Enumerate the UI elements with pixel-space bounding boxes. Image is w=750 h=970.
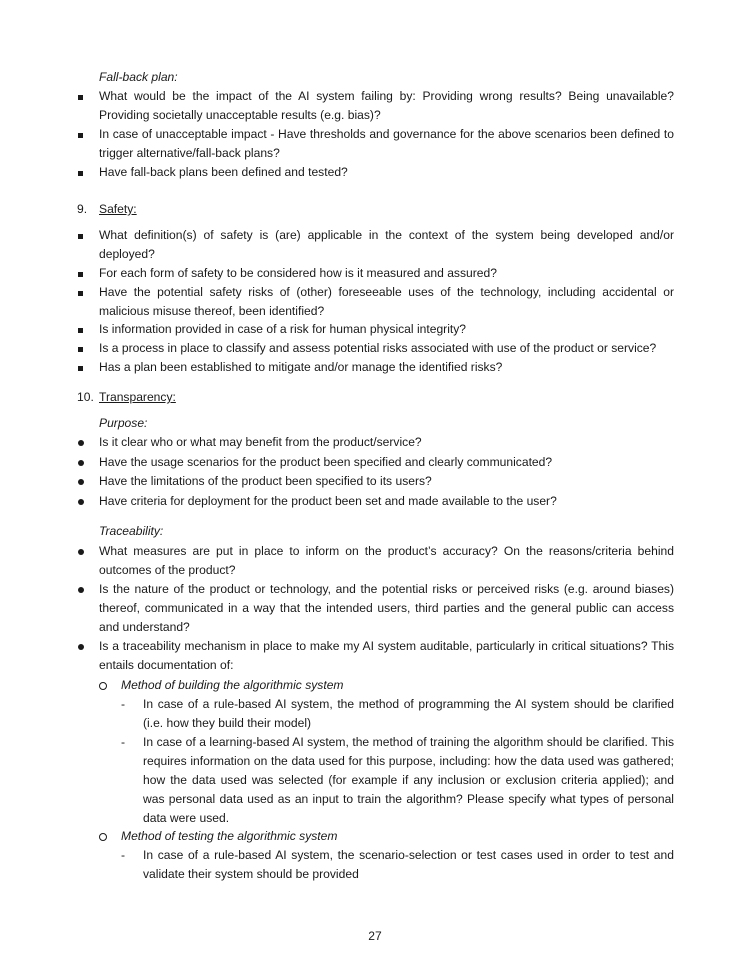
fallback-item: Have fall-back plans been defined and tested? bbox=[77, 163, 674, 182]
safety-item: For each form of safety to be considered how is it measured and assured? bbox=[77, 264, 674, 283]
dash-bullet: - bbox=[121, 697, 126, 711]
section-title: Transparency: bbox=[99, 390, 176, 404]
square-bullet-icon bbox=[77, 264, 99, 283]
section-number: 9. bbox=[77, 202, 88, 216]
hollow-circle-bullet-icon bbox=[99, 676, 121, 696]
method-point: - In case of a rule-based AI system, the method of programming the AI system should be clarified (i.e. how they build their model) bbox=[121, 697, 674, 730]
square-bullet-icon bbox=[77, 125, 99, 144]
traceability-item: What measures are put in place to inform on the product’s accuracy? On the reasons/criteria behind outcomes of the product? bbox=[77, 542, 674, 580]
bullet-icon bbox=[77, 542, 99, 561]
purpose-item: Have the usage scenarios for the product been specified and clearly communicated? bbox=[77, 453, 674, 472]
safety-item: What definition(s) of safety is (are) applicable in the context of the system being developed and/or deployed? bbox=[77, 226, 674, 264]
square-bullet-icon bbox=[77, 163, 99, 182]
section-number: 10. bbox=[77, 390, 94, 404]
square-bullet-icon bbox=[77, 320, 99, 339]
dash-bullet: - bbox=[121, 735, 126, 749]
traceability-item: Is the nature of the product or technology, and the potential risks or perceived risks (e.g. around biases) thereof, communicated in a way that the intended users, third parties and the general public can access and understand? bbox=[77, 580, 674, 637]
purpose-item: Have criteria for deployment for the product been set and made available to the user? bbox=[77, 492, 674, 511]
bullet-icon bbox=[77, 492, 99, 511]
bullet-icon bbox=[77, 453, 99, 472]
safety-item: Has a plan been established to mitigate and/or manage the identified risks? bbox=[77, 358, 674, 377]
square-bullet-icon bbox=[77, 87, 99, 106]
bullet-icon bbox=[77, 637, 99, 656]
purpose-item: Have the limitations of the product been specified to its users? bbox=[77, 472, 674, 491]
fallback-item: What would be the impact of the AI system failing by: Providing wrong results? Being unavailable? Providing societally unacceptable results (e.g. bias)? bbox=[77, 87, 674, 125]
method-point: - In case of a learning-based AI system, the method of training the algorithm should be clarified. This requires information on the data used for this purpose, including: how the data used was gathered; how the data used was selected (for example if any inclusion or exclusion criteria applied); and was personal data used as an input to train the algorithm? Please specify what types of personal data were used. bbox=[121, 735, 674, 825]
dash-bullet: - bbox=[121, 848, 126, 862]
square-bullet-icon bbox=[77, 339, 99, 358]
method-point: - In case of a rule-based AI system, the scenario-selection or test cases used in order to test and validate their system should be provided bbox=[121, 848, 674, 881]
safety-item: Is a process in place to classify and assess potential risks associated with use of the product or service? bbox=[77, 339, 674, 358]
section-title: Safety: bbox=[99, 202, 137, 216]
square-bullet-icon bbox=[77, 358, 99, 377]
purpose-item: Is it clear who or what may benefit from the product/service? bbox=[77, 433, 674, 452]
hollow-circle-bullet-icon bbox=[99, 827, 121, 847]
section-heading-safety bbox=[77, 200, 137, 219]
traceability-item: Is a traceability mechanism in place to make my AI system auditable, particularly in critical situations? This entails documentation of: bbox=[77, 637, 674, 675]
fallback-item: In case of unacceptable impact - Have thresholds and governance for the above scenarios been defined to trigger alternative/fall-back plans? bbox=[77, 125, 674, 163]
traceability-heading: Traceability: bbox=[99, 524, 164, 538]
fallback-heading: Fall-back plan: bbox=[99, 70, 178, 84]
safety-item: Have the potential safety risks of (other) foreseeable uses of the technology, including accidental or malicious misuse thereof, been identified? bbox=[77, 283, 674, 321]
method-item-testing: Method of testing the algorithmic system bbox=[99, 827, 674, 846]
bullet-icon bbox=[77, 472, 99, 491]
page-number: 27 bbox=[368, 929, 382, 943]
square-bullet-icon bbox=[77, 226, 99, 245]
bullet-icon bbox=[77, 580, 99, 599]
safety-item: Is information provided in case of a risk for human physical integrity? bbox=[77, 320, 674, 339]
purpose-heading: Purpose: bbox=[99, 416, 148, 430]
section-heading-transparency bbox=[77, 388, 176, 407]
square-bullet-icon bbox=[77, 283, 99, 302]
bullet-icon bbox=[77, 433, 99, 452]
method-item-building: Method of building the algorithmic system bbox=[99, 676, 674, 695]
